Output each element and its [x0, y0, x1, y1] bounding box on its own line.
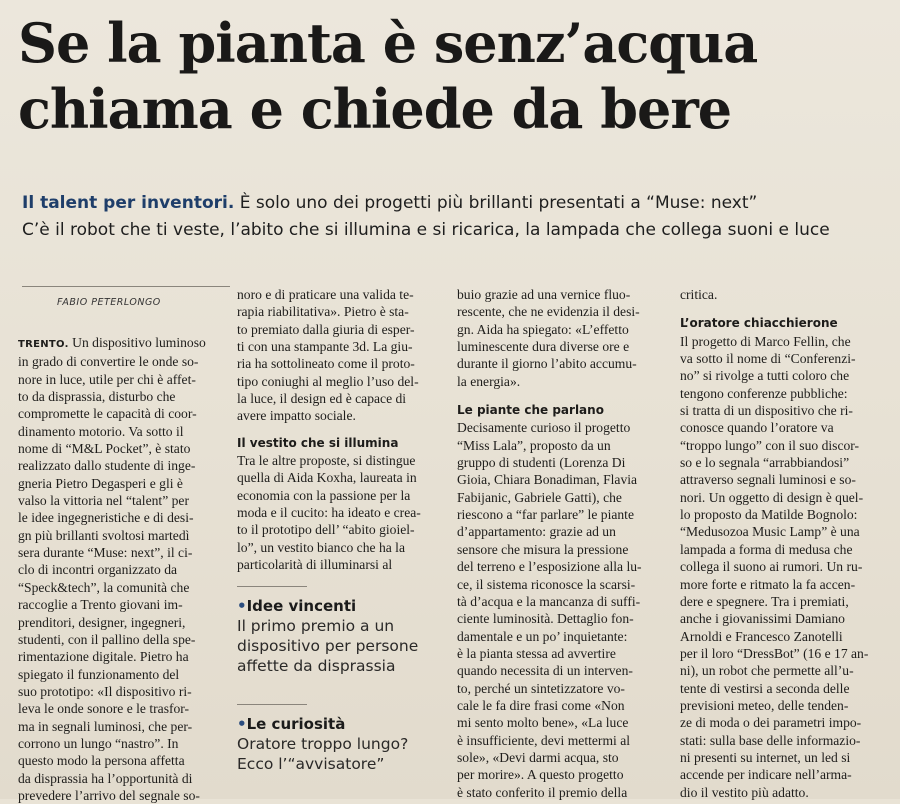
text-line: tente di vestirsi a seconda delle	[680, 680, 850, 696]
text-line: prenditori, designer, ingegneri,	[18, 614, 186, 630]
text-line: so e lo segnala “arrabbiandosi”	[680, 455, 850, 471]
text-line: gneria Pietro Degasperi e gli è	[18, 475, 183, 491]
column-3-text-top	[457, 286, 662, 390]
text-line: ni), un robot che permette all’u-	[680, 663, 854, 679]
text-line: luminescente dura diverse ore e	[457, 339, 630, 355]
text-line: no” si rivolge a tutti coloro che	[680, 368, 850, 384]
text-line: sera durante “Muse: next”, il ci-	[18, 545, 193, 561]
subheadline	[22, 190, 892, 244]
text-line-rest: Un dispositivo luminoso	[68, 335, 206, 350]
article-column-1	[18, 334, 218, 804]
text-line: d’appartamento: grazie ad un	[457, 524, 616, 540]
text-line: ce, il sistema riconosce la scarsi-	[457, 576, 636, 592]
text-line: attraverso segnali luminosi e so-	[680, 472, 856, 488]
callout-rule-1	[237, 586, 307, 587]
text-line: collega il suono ai rumori. Un ru-	[680, 559, 863, 575]
text-line: dio il vestito più adatto.	[680, 784, 809, 800]
text-line: Decisamente curioso il progetto	[457, 420, 631, 436]
text-line: prevedere l’arrivo del segnale so-	[18, 787, 200, 803]
text-line: leva le onde sonore e le trasfor-	[18, 701, 190, 717]
callout-2-title-text: Le curiosità	[246, 715, 346, 733]
text-line: dere e spegnere. Tra i premiati,	[680, 593, 849, 609]
callout-text-line: dispositivo per persone	[237, 637, 419, 655]
column-2-text-bottom	[237, 452, 447, 573]
text-line: damentale e un po’ inquietante:	[457, 628, 628, 644]
text-line: dinamento motorio. Va sotto il	[18, 423, 184, 439]
text-line: nori. Un oggetto di design è quel-	[680, 489, 864, 505]
article-column-3	[457, 286, 662, 801]
text-line: “Speck&tech”, la comunità che	[18, 579, 190, 595]
text-line: conosce quando l’oratore va	[680, 420, 834, 436]
text-line: riescono a “far parlare” le piante	[457, 507, 634, 523]
text-line: economia con la passione per la	[237, 487, 411, 503]
text-line: mi sento molto bene», «La luce	[457, 715, 629, 731]
headline	[18, 10, 888, 142]
text-line: stati: sulla base delle informazio-	[680, 732, 861, 748]
text-line: la energia».	[457, 373, 521, 389]
bullet-icon: •	[237, 715, 247, 733]
text-line: suo prototipo: «Il dispositivo ri-	[18, 683, 192, 699]
text-line: ni presenti su internet, un led si	[680, 749, 851, 765]
text-line: “troppo lungo” con il suo discor-	[680, 437, 860, 453]
text-line: more forte e ritmato la fa accen-	[680, 576, 856, 592]
text-line: compromette le capacità di coor-	[18, 406, 197, 422]
text-line: raccoglie a Trento giovani im-	[18, 597, 183, 613]
text-line: spiegato il funzionamento del	[18, 666, 180, 682]
text-line: moda e il cucito: ha ideato e crea-	[237, 505, 421, 521]
text-line: quella di Aida Koxha, laureata in	[237, 470, 417, 486]
text-line: valso la vittoria nel “talent” per	[18, 493, 189, 509]
byline: FABIO PETERLONGO	[57, 297, 161, 308]
text-line: sensore che misura la pressione	[457, 541, 629, 557]
subheadline-line-1-text: È solo uno dei progetti più brillanti presentati a “Muse: next”	[234, 193, 758, 213]
column-2-text-top	[237, 286, 447, 425]
text-line: del terreno e l’esposizione alla lu-	[457, 559, 642, 575]
text-line: ria ha sottolineato come il proto-	[237, 356, 415, 372]
text-line: rapia riabilitativa». Pietro è sta-	[237, 304, 409, 320]
text-line: Tra le altre proposte, si distingue	[237, 453, 416, 469]
text-line: gn più brillanti svoltosi martedì	[18, 527, 190, 543]
text-line: sole», «Devi darmi acqua, sto	[457, 749, 619, 765]
text-line: to da disprassia, disturbo che	[18, 389, 176, 405]
text-line: rimentazione digitale. Pietro ha	[18, 649, 189, 665]
dateline: TRENTO.	[18, 339, 69, 350]
text-line: accende per indicare nell’arma-	[680, 767, 852, 783]
column-3-text-bottom	[457, 419, 662, 801]
text-line: durante il giorno l’abito accumu-	[457, 356, 637, 372]
callout-text-line: Oratore troppo lungo?	[237, 735, 409, 753]
text-line: nome di “M&L Pocket”, è stato	[18, 441, 191, 457]
callout-curiosita	[237, 714, 447, 774]
text-line: ze di moda o dei parametri impo-	[680, 715, 862, 731]
text-line: tengono conferenze pubbliche:	[680, 385, 848, 401]
text-line: si tratta di un dispositivo che ri-	[680, 403, 853, 419]
text-line: “Miss Lala”, proposto da un	[457, 437, 611, 453]
text-line: Arnoldi e Francesco Zanotelli	[680, 628, 843, 644]
text-line: è la pianta stessa ad avvertire	[457, 645, 616, 661]
text-line: corrono un lungo “nastro”. In	[18, 735, 179, 751]
subheadline-kicker: Il talent per inventori.	[22, 193, 235, 213]
text-line: studenti, con il pallino della spe-	[18, 631, 196, 647]
text-line: le idee ingegneristiche e di desi-	[18, 510, 194, 526]
text-line: quando necessita di un interven-	[457, 663, 633, 679]
text-line: to premiato dalla giuria di esper-	[237, 321, 415, 337]
bullet-icon: •	[237, 597, 247, 615]
headline-line-2: chiama e chiede da bere	[18, 77, 732, 141]
text-line: particolarità di illuminarsi al	[237, 557, 393, 573]
text-line: rescente, che ne evidenzia il desi-	[457, 304, 640, 320]
text-line: “Medusozoa Music Lamp” è una	[680, 524, 860, 540]
column-1-text	[18, 334, 218, 804]
text-line: ma in segnali luminosi, che per-	[18, 718, 193, 734]
byline-rule	[22, 286, 230, 287]
article-column-2	[237, 286, 447, 574]
text-line: previsioni meteo, delle tenden-	[680, 697, 849, 713]
text-line	[18, 334, 218, 353]
text-line: per morire». A questo progetto	[457, 767, 624, 783]
text-line: Fabijanic, Gabriele Gatti), che	[457, 489, 622, 505]
callout-text-line: Il primo premio a un	[237, 617, 395, 635]
callout-text-line: Ecco l’“avvisatore”	[237, 755, 385, 773]
text-line: per il loro “DressBot” (16 e 17 an-	[680, 645, 869, 661]
text-line: gruppo di studenti (Lorenza Di	[457, 455, 626, 471]
callout-1-text	[237, 616, 447, 676]
article-column-4	[680, 286, 885, 801]
column-4-text-top	[680, 286, 885, 303]
text-line: lo”, un vestito bianco che ha la	[237, 539, 405, 555]
subheading-vestito: Il vestito che si illumina	[237, 435, 399, 450]
callout-idee-vincenti	[237, 596, 447, 676]
text-line: ciente luminosità. Dettaglio fon-	[457, 611, 634, 627]
text-line: to il prototipo dell’ “abito gioiel-	[237, 522, 415, 538]
text-line: lo proposto da Matilde Bognolo:	[680, 507, 858, 523]
subheading-piante: Le piante che parlano	[457, 403, 604, 418]
text-line: va sotto il nome di “Conferenzi-	[680, 351, 856, 367]
callout-2-title	[237, 714, 447, 734]
headline-line-1: Se la pianta è senz’acqua	[18, 11, 758, 75]
text-line: cale le fa dire frasi come «Non	[457, 697, 625, 713]
subheading-oratore: L’oratore chiacchierone	[680, 316, 838, 331]
text-line: ti con una stampante 3d. La giu-	[237, 339, 413, 355]
text-line: avere impatto sociale.	[237, 408, 356, 424]
text-line: da disprassia ha l’opportunità di	[18, 770, 193, 786]
text-line: nore in luce, utile per chi è affet-	[18, 371, 196, 387]
text-line: buio grazie ad una vernice fluo-	[457, 287, 631, 302]
callout-rule-2	[237, 704, 307, 705]
text-line: realizzato dallo studente di inge-	[18, 458, 196, 474]
text-line: noro e di praticare una valida te-	[237, 287, 414, 302]
callout-1-title-text: Idee vincenti	[246, 597, 357, 615]
text-line: è stato conferito il premio della	[457, 784, 628, 800]
text-line: tà d’acqua e la mancanza di suffi-	[457, 593, 641, 609]
text-line: lampada a forma di medusa che	[680, 541, 853, 557]
column-4-text-bottom	[680, 333, 885, 801]
text-line: gn. Aida ha spiegato: «L’effetto	[457, 321, 629, 337]
text-line: tipo coniughi al meglio l’uso del-	[237, 373, 419, 389]
text-line: clo di incontri organizzato da	[18, 562, 178, 578]
text-line: in grado di convertire le onde so-	[18, 354, 199, 370]
subheadline-line-1	[22, 190, 892, 217]
callout-2-text	[237, 734, 447, 774]
text-line: Gioia, Chiara Bonadiman, Flavia	[457, 472, 638, 488]
callout-1-title	[237, 596, 447, 616]
text-line: to, perché un sintetizzatore vo-	[457, 680, 625, 696]
text-line: la luce, il design ed è capace di	[237, 391, 407, 407]
text-line: anche i giovanissimi Damiano	[680, 611, 845, 627]
text-line: questo modo la persona affetta	[18, 753, 185, 769]
text-line: critica.	[680, 287, 718, 302]
subheadline-line-2: C’è il robot che ti veste, l’abito che si illumina e si ricarica, la lampada che collega suoni e luce	[22, 220, 830, 240]
text-line: è insufficiente, devi mettermi al	[457, 732, 631, 748]
callout-text-line: affette da disprassia	[237, 657, 396, 675]
text-line: Il progetto di Marco Fellin, che	[680, 333, 851, 349]
